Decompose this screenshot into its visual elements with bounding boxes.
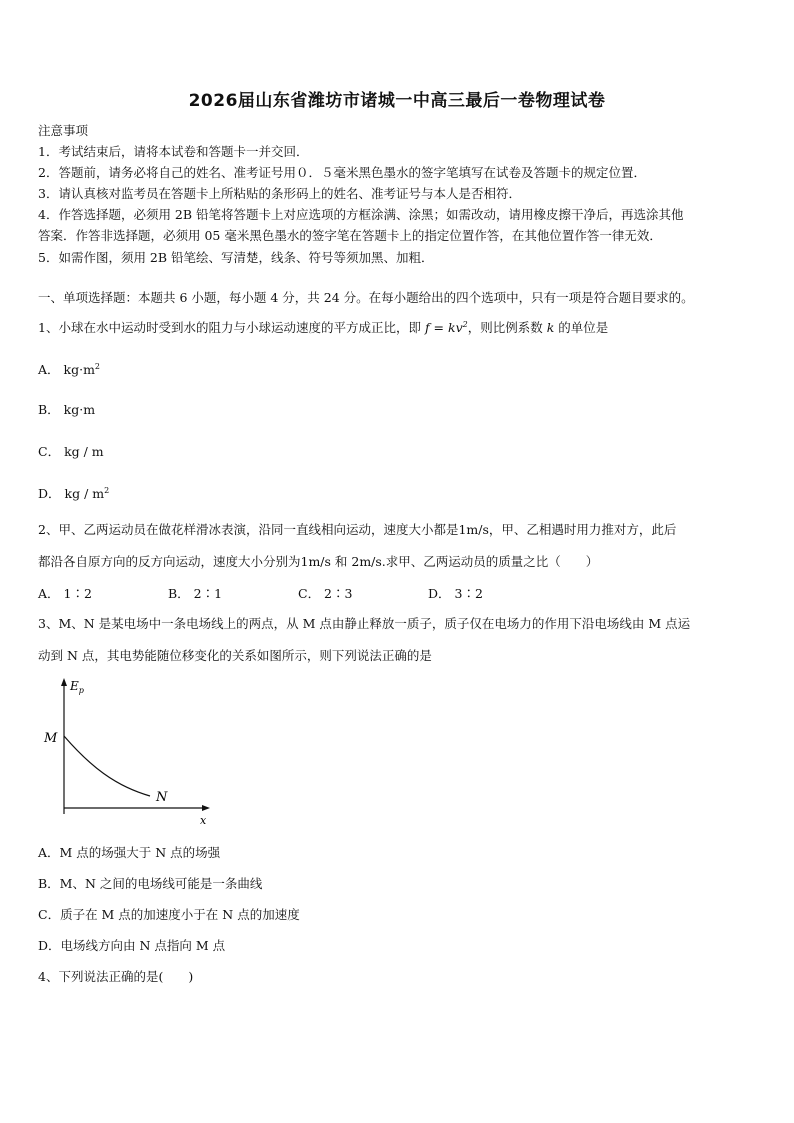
notes-heading: 注意事项 bbox=[38, 123, 89, 138]
question-1-stem bbox=[38, 318, 608, 336]
question-3-stem-line1: 3、M、N 是某电场中一条电场线上的两点，从 M 点由静止释放一质子，质子仅在电场力的作用下沿电场线由 M 点运 bbox=[38, 616, 691, 631]
note-item: 2．答题前，请务必将自己的姓名、准考证号用０．５毫米黑色墨水的签字笔填写在试卷及答题卡的规定位置． bbox=[38, 165, 646, 180]
q1-stem-pre: 1、小球在水中运动时受到水的阻力与小球运动速度的平方成正比，即 bbox=[38, 320, 421, 335]
section-heading: 一、单项选择题：本题共 6 小题，每小题 4 分，共 24 分。在每小题给出的四个选项中，只有一项是符合题目要求的。 bbox=[38, 290, 694, 305]
note-item: 4．作答选择题，必须用 2B 铅笔将答题卡上对应选项的方框涂满、涂黑；如需改动，请用橡皮擦干净后，再选涂其他 bbox=[38, 207, 684, 222]
q2-option-c: C． 2∶3 bbox=[298, 586, 353, 601]
q1-option-d: D． kg / $m^2$ bbox=[38, 485, 110, 501]
q1-option-b: B． kg·m bbox=[38, 402, 96, 417]
point-n-label: N bbox=[156, 790, 168, 805]
q2-option-a: A． 1∶2 bbox=[38, 586, 92, 601]
x-axis-arrow bbox=[202, 805, 210, 811]
q3-option-c: C．质子在 M 点的加速度小于在 N 点的加速度 bbox=[38, 907, 300, 922]
y-axis-label: $E_p$ bbox=[70, 679, 84, 695]
note-item: 5．如需作图，须用 2B 铅笔绘、写清楚，线条、符号等须加黑、加粗． bbox=[38, 250, 434, 265]
note-item: 答案．作答非选择题，必须用 05 毫米黑色墨水的签字笔在答题卡上的指定位置作答，在其他位置作答一律无效． bbox=[38, 228, 662, 243]
note-item: 3．请认真核对监考员在答题卡上所粘贴的条形码上的姓名、准考证号与本人是否相符． bbox=[38, 186, 521, 201]
question-2-stem-line1: 2、甲、乙两运动员在做花样滑冰表演，沿同一直线相向运动，速度大小都是1m/s，甲、乙相遇时用力推对方，此后 bbox=[38, 522, 677, 537]
energy-curve bbox=[64, 736, 150, 796]
q1-option-c: C． kg / m bbox=[38, 444, 104, 459]
point-m-label: M bbox=[44, 731, 58, 746]
note-item: 1．考试结束后，请将本试卷和答题卡一并交回． bbox=[38, 144, 309, 159]
q2-option-b: B． 2∶1 bbox=[168, 586, 223, 601]
potential-energy-graph bbox=[30, 674, 220, 834]
q1-option-a: A． $kg\cdot m^2$ bbox=[38, 361, 101, 377]
q1-stem-post: ，则比例系数 bbox=[467, 320, 543, 335]
q1-formula: $f = kv^2$ bbox=[424, 319, 468, 335]
question-3-stem-line2: 动到 N 点，其电势能随位移变化的关系如图所示，则下列说法正确的是 bbox=[38, 648, 432, 663]
q3-option-b: B．M、N 之间的电场线可能是一条曲线 bbox=[38, 876, 263, 891]
q3-option-d: D．电场线方向由 N 点指向 M 点 bbox=[38, 938, 226, 953]
q3-option-a: A．M 点的场强大于 N 点的场强 bbox=[38, 845, 221, 860]
page-title: 2026届山东省潍坊市诸城一中高三最后一卷物理试卷 bbox=[188, 91, 606, 111]
q2-options bbox=[38, 584, 518, 602]
question-2-stem-line2: 都沿各自原方向的反方向运动，速度大小分别为1m/s 和 2m/s.求甲、乙两运动员的质量之比（ ） bbox=[38, 554, 599, 569]
q1-stem-end: 的单位是 bbox=[558, 320, 609, 335]
x-axis-label: x bbox=[200, 814, 207, 827]
y-axis-arrow bbox=[61, 678, 67, 686]
question-4-stem: 4、下列说法正确的是( ) bbox=[38, 969, 194, 984]
q2-option-d: D． 3∶2 bbox=[428, 586, 483, 601]
q1-var: k bbox=[546, 320, 555, 335]
